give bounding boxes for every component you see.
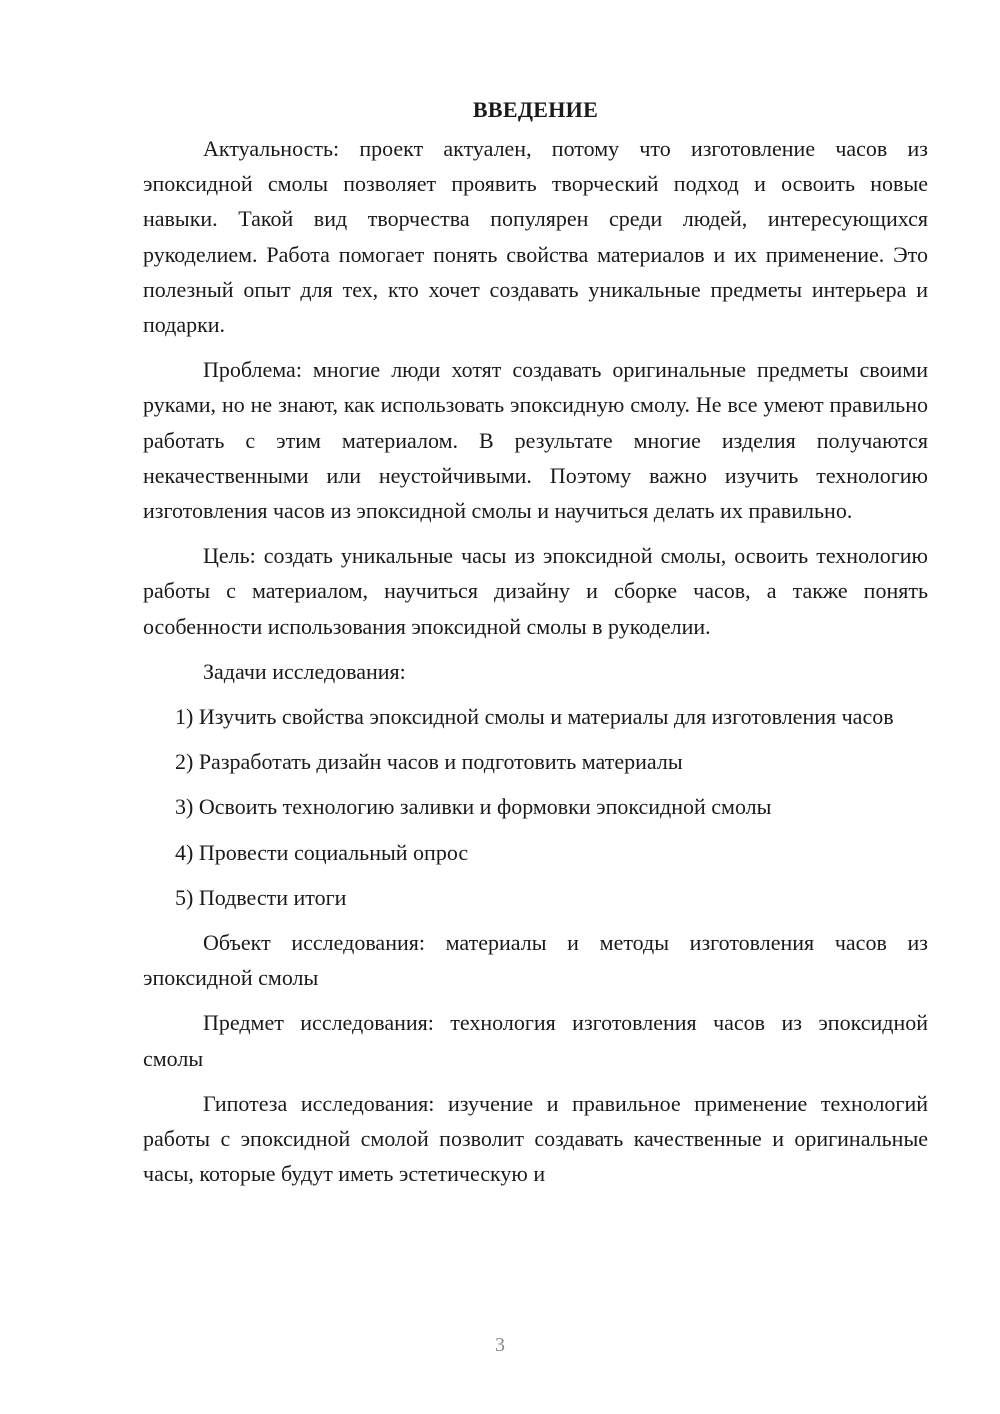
task-item-1: 1) Изучить свойства эпоксидной смолы и материалы для изготовления часов <box>175 704 894 730</box>
research-subject-paragraph: Предмет исследования: технология изготовления часов из эпоксидной смолы <box>143 1010 928 1071</box>
tasks-heading: Задачи исследования: <box>203 658 406 684</box>
page-number: 3 <box>495 1334 505 1356</box>
task-item-2: 2) Разработать дизайн часов и подготовить материалы <box>175 749 683 775</box>
task-item-4: 4) Провести социальный опрос <box>175 839 469 865</box>
task-item-5: 5) Подвести итоги <box>175 884 347 910</box>
problem-paragraph: Проблема: многие люди хотят создавать оригинальные предметы своими руками, но не знают, как использовать эпоксидную смолу. Не все умеют правильно работать с этим материалом. В результате многие изделия получаются некачественными или неустойчивыми. Поэтому важно изучить технологию изготовления часов из эпоксидной смолы и научиться делать их правильно. <box>143 357 928 524</box>
task-item-3: 3) Освоить технологию заливки и формовки эпоксидной смолы <box>175 794 772 820</box>
document-page <box>143 92 928 1201</box>
research-object-paragraph: Объект исследования: материалы и методы изготовления часов из эпоксидной смолы <box>143 930 928 991</box>
relevance-paragraph: Актуальность: проект актуален, потому что изготовление часов из эпоксидной смолы позволяет проявить творческий подход и освоить новые навыки. Такой вид творчества популярен среди людей, интересующихся рукоделием. Работа помогает понять свойства материалов и их применение. Это полезный опыт для тех, кто хочет создавать уникальные предметы интерьера и подарки. <box>143 136 928 338</box>
goal-paragraph: Цель: создать уникальные часы из эпоксидной смолы, освоить технологию работы с материалом, научиться дизайну и сборке часов, а также понять особенности использования эпоксидной смолы в рукоделии. <box>143 543 928 639</box>
hypothesis-paragraph: Гипотеза исследования: изучение и правильное применение технологий работы с эпоксидной смолой позволит создавать качественные и оригинальные часы, которые будут иметь эстетическую и <box>143 1090 928 1187</box>
section-title: ВВЕДЕНИЕ <box>472 97 599 122</box>
